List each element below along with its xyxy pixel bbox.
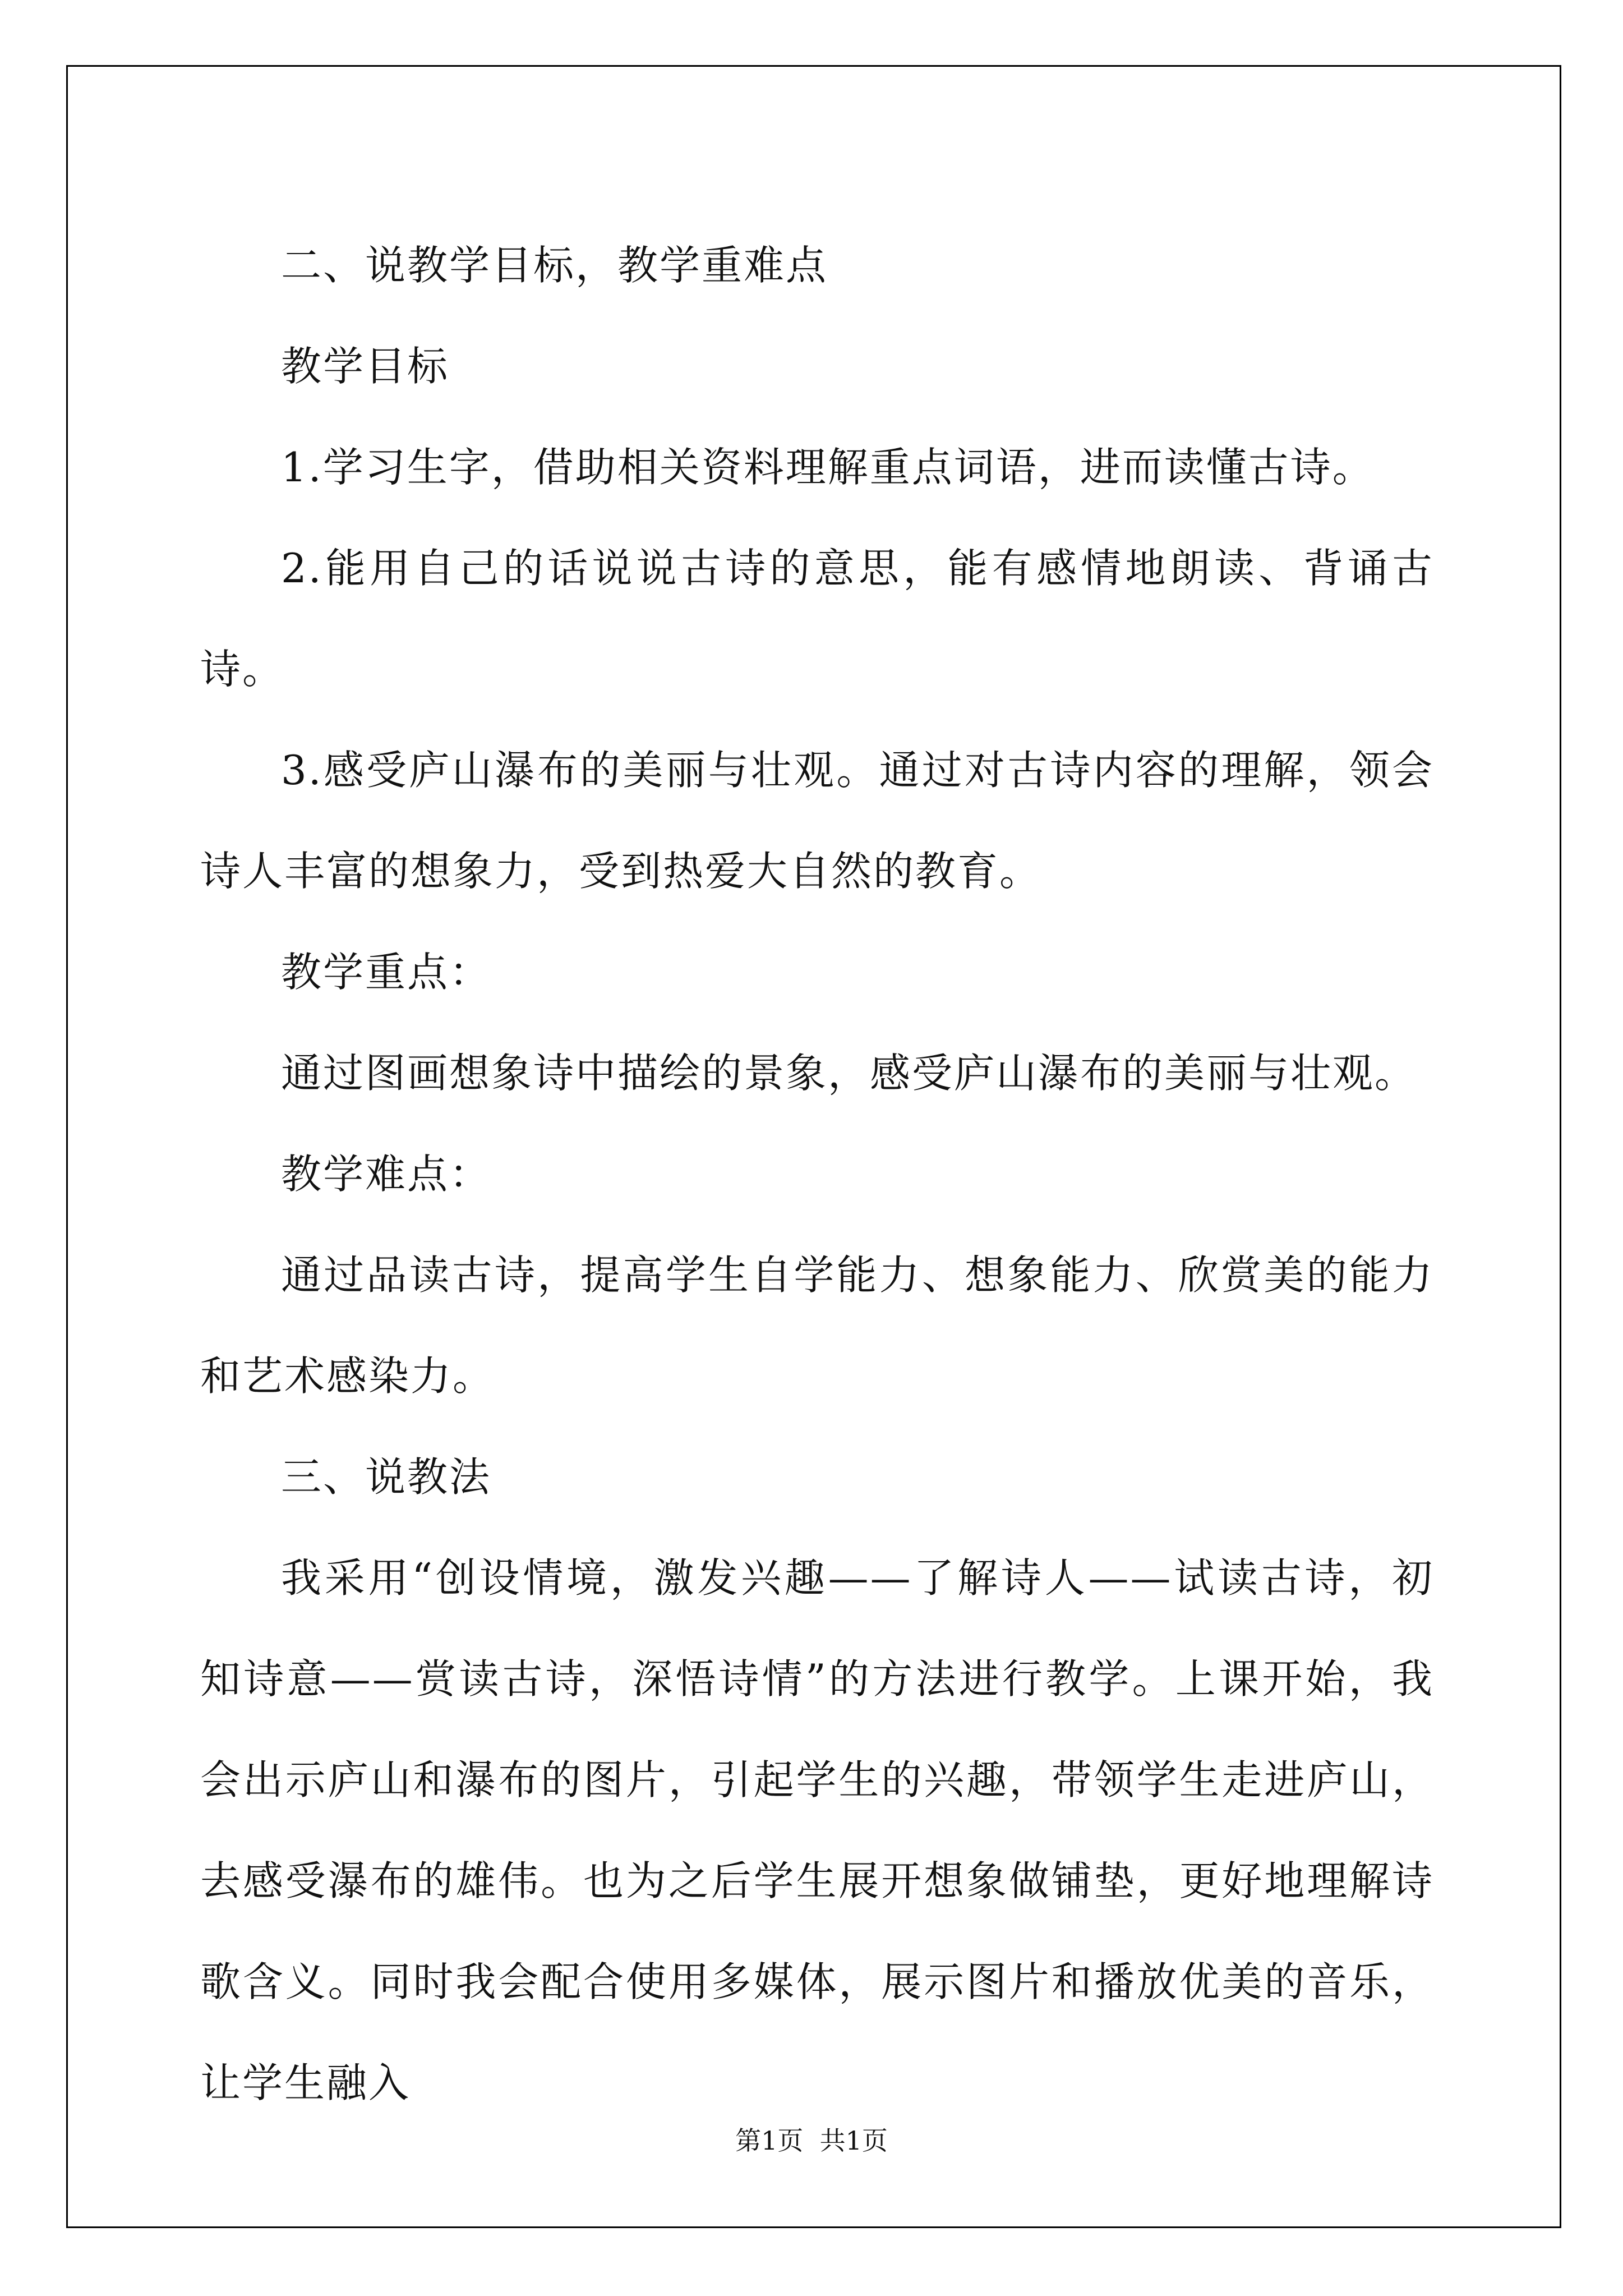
- goal-item-1: 1.学习生字，借助相关资料理解重点词语，进而读懂古诗。: [281, 444, 1375, 491]
- page-footer: 第1页 共1页: [735, 2125, 888, 2156]
- goal-item-3: 3.感受庐山瀑布的美丽与壮观。通过对古诗内容的理解，领会诗人丰富的想象力，受到热爱大自然的教育。: [200, 747, 1434, 895]
- section-heading-methods: 三、说教法: [281, 1453, 492, 1501]
- key-points-text: 通过图画想象诗中描绘的景象，感受庐山瀑布的美丽与壮观。: [281, 1050, 1417, 1097]
- methods-text: 我采用“创设情境，激发兴趣——了解诗人——试读古诗，初知诗意——赏读古诗，深悟诗情”的方法进行教学。上课开始，我会出示庐山和瀑布的图片，引起学生的兴趣，带领学生走进庐山，去感受瀑布的雄伟。也为之后学生展开想象做铺垫，更好地理解诗歌含义。同时我会配合使用多媒体，展示图片和播放优美的音乐，让学生融入: [200, 1554, 1434, 2106]
- difficulties-text: 通过品读古诗，提高学生自学能力、想象能力、欣赏美的能力和艺术感染力。: [200, 1251, 1434, 1400]
- document-body: [200, 215, 1434, 2133]
- section-heading-objectives: 二、说教学目标，教学重难点: [281, 242, 828, 289]
- goal-item-2: 2.能用自己的话说说古诗的意思，能有感情地朗读、背诵古诗。: [200, 545, 1434, 693]
- subheading-difficulties: 教学难点：: [281, 1151, 492, 1198]
- subheading-key-points: 教学重点：: [281, 949, 492, 996]
- subheading-teaching-goals: 教学目标: [281, 343, 450, 390]
